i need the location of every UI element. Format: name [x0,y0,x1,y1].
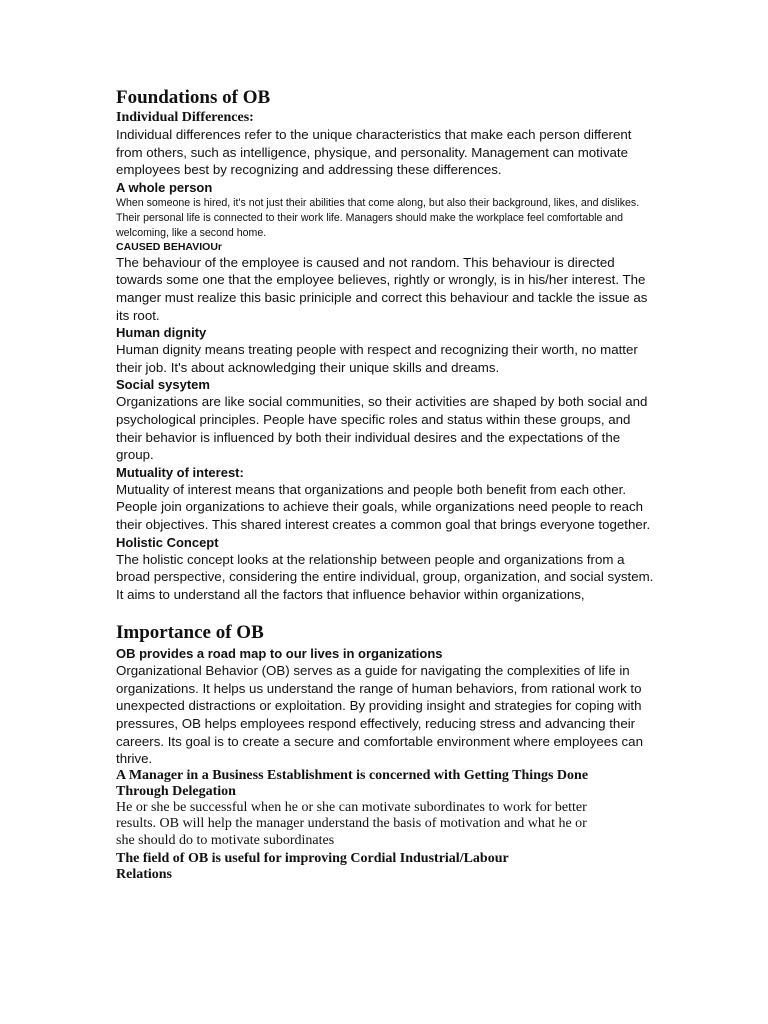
paragraph-holistic-concept: The holistic concept looks at the relationship between people and organizations from a broad perspective, considering the entire individual, group, organization, and social system. It aims to understand all the factors that influence behavior within organizations, [116,551,654,602]
paragraph-social-system: Organizations are like social communities, so their activities are shaped by both social and psychological principles. People have specific roles and status within these groups, and their behavior is influenced by both their individual desires and the expectations of the group. [116,394,648,463]
heading-whole-person: A whole person [116,179,213,195]
paragraph-mutuality-of-interest: Mutuality of interest means that organizations and people both benefit from each other. People join organizations to achieve their goals, while organizations need people to reach their objectives. This shared interest creates a common goal that brings everyone together. [116,481,651,532]
paragraph-road-map: Organizational Behavior (OB) serves as a guide for navigating the complexities of life in organizations. It helps us understand the range of human behaviors, from rational work to unexpected distractions or exploitation. By providing insight and strategies for coping with pressures, OB helps employees respond effectively, reducing stress and advancing their careers. Its goal is to create a secure and comfortable environment where employees can thrive. [116,663,643,767]
paragraph-caused-behaviour: The behaviour of the employee is caused and not random. This behaviour is directed towards some one that the employee believes, rightly or wrongly, is in his/her interest. The manger must realize this basic priniciple and correct this behaviour and tackle the issue as its root. [116,254,648,323]
heading-manager-delegation: A Manager in a Business Establishment is concerned with Getting Things Done Through Delegation [116,767,589,799]
heading-holistic-concept: Holistic Concept [116,534,219,550]
section-spacer [116,603,656,621]
heading-social-system: Social sysytem [116,377,210,393]
paragraph-human-dignity: Human dignity means treating people with respect and recognizing their worth, no matter their job. It's about acknowledging their unique skills and dreams. [116,342,638,375]
document-page [116,86,656,883]
paragraph-manager-delegation: He or she be successful when he or she can motivate subordinates to work for better results. OB will help the manager understand the basis of motivation and what he or she should do to motivate subordinates [116,799,587,848]
heading-road-map: OB provides a road map to our lives in organizations [116,646,443,662]
heading-mutuality-of-interest: Mutuality of interest: [116,464,244,480]
heading-caused-behaviour: CAUSED BEHAVIOUr [116,240,222,253]
section-title-importance: Importance of OB [116,622,264,644]
paragraph-individual-differences: Individual differences refer to the unique characteristics that make each person different from others, such as intelligence, physique, and personality. Management can motivate employees best by recognizing and addressing these differences. [116,127,632,178]
heading-industrial-relations: The field of OB is useful for improving Cordial Industrial/Labour Relations [116,851,509,883]
section-title-foundations: Foundations of OB [116,87,271,108]
paragraph-whole-person: When someone is hired, it's not just their abilities that come along, but also their background, likes, and dislikes. Their personal life is connected to their work life. Managers should make the workplace feel comfortable and welcoming, like a second home. [116,196,640,239]
heading-human-dignity: Human dignity [116,325,207,341]
heading-individual-differences: Individual Differences: [116,110,254,125]
